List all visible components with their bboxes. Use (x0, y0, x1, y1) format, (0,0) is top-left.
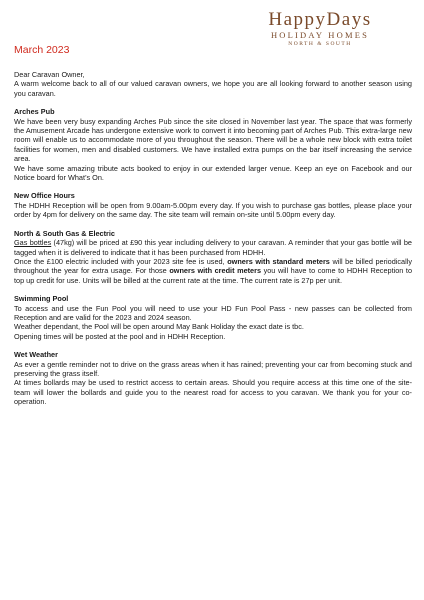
greeting: Dear Caravan Owner, (14, 70, 85, 79)
section-heading-weather: Wet Weather (14, 350, 58, 360)
section-heading-pool: Swimming Pool (14, 294, 69, 304)
office-paragraph-1: The HDHH Reception will be open from 9.00am-5.00pm every day. If you wish to purchase gas bottles, please place your order by 4pm for delivery on the same day. The site team will remain on-site until 5.00pm every day. (14, 200, 412, 220)
weather-paragraph-1: As ever a gentle reminder not to drive on the grass areas when it has rained; preventing your car from becoming stuck and preserving the grass itself. (14, 359, 412, 378)
gas-paragraph-1 (14, 238, 412, 257)
company-logo (230, 10, 410, 48)
gas-p2-part-c: will be billed periodically throughout the year for extra usage. For those (14, 256, 413, 276)
section-heading-arches: Arches Pub (14, 107, 55, 117)
section-heading-office: New Office Hours (14, 191, 75, 201)
arches-paragraph-2: We have some amazing tribute acts booked to enjoy in our extended larger venue. Keep an eye on Facebook and our Notice board for What’s On. (14, 163, 412, 183)
section-heading-gas: North & South Gas & Electric (14, 228, 115, 238)
gas-paragraph-2 (14, 257, 412, 285)
pool-paragraph-3: Opening times will be posted at the pool and in HDHH Reception. (14, 331, 226, 341)
gas-paragraph-1-rest: (47kg) will be priced at £90 this year including delivery to your caravan. A reminder that your gas bottle will be tagged when it is delivered to indicate that it has been purchased from HDHH. (14, 238, 412, 257)
intro-paragraph: A warm welcome back to all of our valued caravan owners, we hope you are all looking forward to another season using you caravan. (14, 79, 412, 98)
gas-p2-part-e: you will have to come to HDHH Reception to top up credit for use. Units will be billed at the current rate at the time. The current rate is 27p per unit. (14, 266, 412, 285)
pool-paragraph-1: To access and use the Fun Pool you will need to use your HD Fun Pool Pass - new passes can be collected from Reception and are valid for the 2023 and 2024 season. (14, 303, 412, 322)
letter-body (14, 70, 412, 407)
credit-meters-bold: owners with credit meters (169, 266, 262, 276)
pool-paragraph-2: Weather dependant, the Pool will be open around May Bank Holiday the exact date is tbc. (14, 322, 304, 332)
letter-date: March 2023 (14, 44, 70, 56)
standard-meters-bold: owners with standard meters (227, 256, 330, 266)
gas-p2-part-a: Once the £100 electric included with your 2023 site fee is used, (14, 256, 228, 266)
gas-bottles-underlined: Gas bottles (14, 238, 52, 248)
logo-main-text: HappyDays (268, 9, 372, 30)
arches-paragraph-1: We have been very busy expanding Arches Pub since the site closed in November last year. The space that was formerly the Amusement Arcade has undergone extensive work to convert it into becoming part of Arches Pub. This extra-large new room will enable us to accommodate more of you throughout the season. There will be a whole new block with extra toilet facilities for women, men and disabled customers. We have installed extra pumps on the bar itself increasing the service area. (14, 116, 412, 164)
logo-region-text: NORTH & SOUTH (288, 41, 352, 47)
logo-sub-text: HOLIDAY HOMES (270, 30, 370, 40)
weather-paragraph-2: At times bollards may be used to restrict access to certain areas. Should you require access at this time one of the site-team will lower the bollards and guide you to the nearest road for access to you caravan. We thank you for your co-operation. (14, 378, 412, 407)
